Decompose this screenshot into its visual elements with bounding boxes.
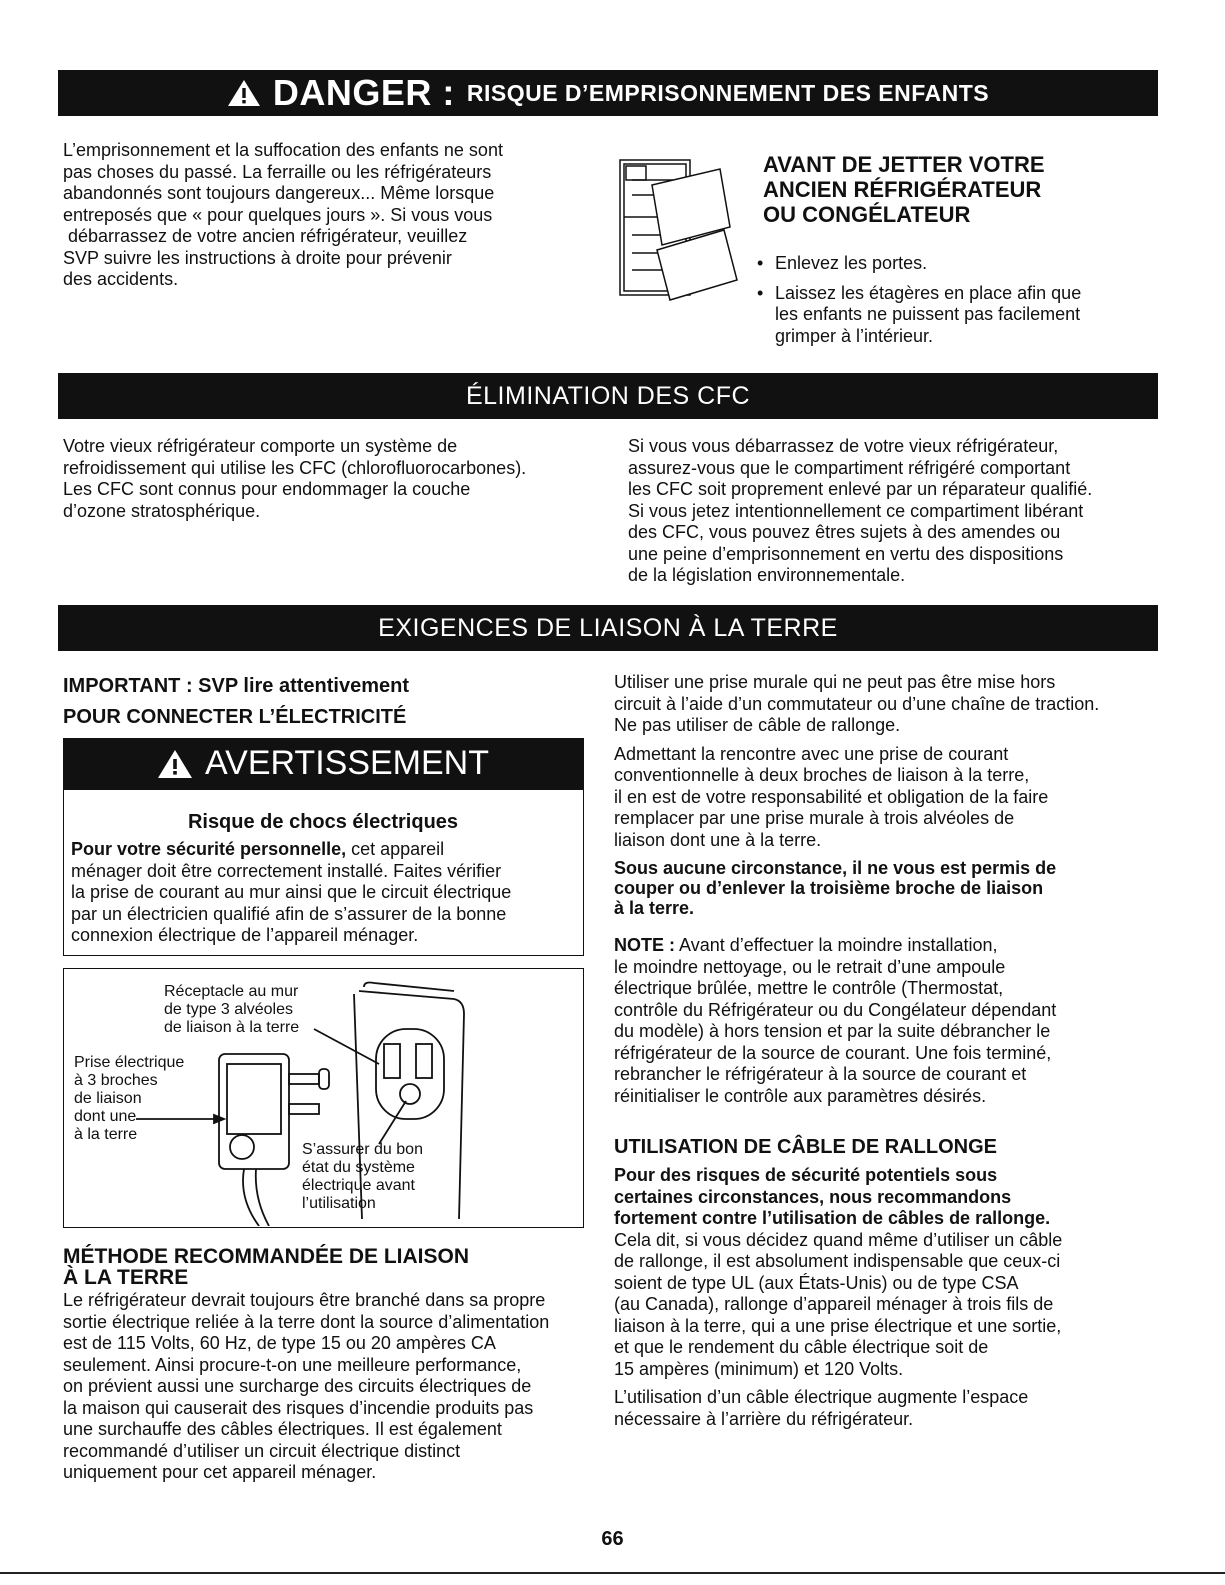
text-line: une surchauffe des câbles électriques. Il est également bbox=[63, 1419, 502, 1439]
text-line: le moindre nettoyage, ou le retrait d’une ampoule bbox=[614, 956, 1006, 977]
bottom-divider bbox=[0, 1572, 1225, 1574]
text-line: sortie électrique reliée à la terre dont la source d’alimentation bbox=[63, 1311, 550, 1332]
note-first-line bbox=[614, 935, 1174, 957]
note-paragraph bbox=[614, 935, 1174, 1107]
text-line: ménager doit être correctement installé. Faites vérifier bbox=[71, 860, 502, 881]
label-line: l’utilisation bbox=[302, 1195, 376, 1212]
label-line: de liaison à la terre bbox=[164, 1019, 300, 1036]
warning-subtitle: Risque de chocs électriques bbox=[187, 811, 459, 833]
extension-warning bbox=[614, 1165, 1174, 1230]
warning-box bbox=[63, 738, 584, 956]
extension-heading: UTILISATION DE CÂBLE DE RALLONGE bbox=[614, 1136, 997, 1158]
text-line: Le réfrigérateur devrait toujours être branché dans sa propre bbox=[63, 1290, 546, 1310]
text-line: Pour des risques de sécurité potentiels sous bbox=[614, 1165, 998, 1185]
method-heading bbox=[63, 1246, 469, 1288]
label-line: à 3 broches bbox=[74, 1072, 158, 1089]
text-line: remplacer par une prise murale à trois alvéoles de bbox=[614, 808, 1015, 828]
text-line: conventionnelle à deux broches de liaison à la terre, bbox=[614, 765, 1030, 785]
extension-space-paragraph bbox=[614, 1387, 1174, 1430]
important-line: IMPORTANT : SVP lire attentivement bbox=[63, 675, 409, 697]
outlet-paragraph bbox=[614, 672, 1174, 737]
label-line: Réceptacle au mur bbox=[164, 983, 299, 1000]
intro-line: pas choses du passé. La ferraille ou les réfrigérateurs bbox=[63, 161, 492, 182]
intro-line: abandonnés sont toujours dangereux... Même lorsque bbox=[63, 183, 495, 203]
text-line: de rallonge, il est absolument indispensable que ceux-ci bbox=[614, 1251, 1061, 1271]
before-disposal-heading bbox=[763, 152, 1045, 227]
danger-subtitle: RISQUE D’EMPRISONNEMENT DES ENFANTS bbox=[466, 79, 990, 106]
text-line: du modèle) à hors tension et par la suite débrancher le bbox=[614, 1021, 1051, 1041]
fridge-doors-removed-illustration bbox=[612, 155, 762, 305]
text-line: Cela dit, si vous décidez quand même d’utiliser un câble bbox=[614, 1229, 1063, 1250]
warning-text bbox=[71, 839, 581, 947]
label-line: électrique avant bbox=[302, 1177, 415, 1194]
cfc-left-text bbox=[63, 436, 603, 522]
text-line: nécessaire à l’arrière du réfrigérateur. bbox=[614, 1408, 914, 1429]
important-heading bbox=[63, 674, 409, 729]
intro-line: débarrassez de votre ancien réfrigérateur, veuillez bbox=[63, 226, 468, 246]
text-line: électrique brûlée, mettre le contrôle (Thermostat, bbox=[614, 978, 1004, 998]
warning-banner bbox=[63, 738, 584, 790]
label-line: dont une bbox=[74, 1108, 137, 1125]
text-line: Admettant la rencontre avec une prise de courant bbox=[614, 743, 1009, 764]
intro-line: SVP suivre les instructions à droite pour prévenir bbox=[63, 247, 452, 268]
intro-line: entreposés que « pour quelques jours ». Si vous vous bbox=[63, 204, 493, 225]
receptacle-label bbox=[164, 983, 299, 1037]
page-number: 66 bbox=[601, 1528, 624, 1550]
heading-line: OU CONGÉLATEUR bbox=[763, 202, 971, 227]
heading-line: AVANT DE JETTER VOTRE bbox=[763, 152, 1045, 177]
method-text bbox=[63, 1290, 603, 1484]
text-line: Les CFC sont connus pour endommager la couche bbox=[63, 479, 471, 499]
extension-paragraph bbox=[614, 1230, 1174, 1381]
text-line: des CFC, vous pouvez êtres sujets à des amendes ou bbox=[628, 522, 1061, 542]
text-line: couper ou d’enlever la troisième broche de liaison bbox=[614, 878, 1044, 898]
warning-lead-bold: Pour votre sécurité personnelle, bbox=[71, 839, 347, 859]
intro-line: des accidents. bbox=[63, 269, 179, 289]
list-item: • Enlevez les portes. bbox=[757, 253, 1087, 275]
important-line: POUR CONNECTER L’ÉLECTRICITÉ bbox=[63, 706, 407, 728]
label-line: à la terre bbox=[74, 1126, 138, 1143]
heading-line: À LA TERRE bbox=[63, 1266, 189, 1289]
label-line: Prise électrique bbox=[74, 1054, 185, 1071]
text-line: contrôle du Réfrigérateur ou du Congélateur dépendant bbox=[614, 999, 1057, 1020]
warning-lead-rest: cet appareil bbox=[346, 839, 445, 859]
text-line: et que le rendement du câble électrique soit de bbox=[614, 1337, 989, 1357]
cfc-title: ÉLIMINATION DES CFC bbox=[465, 381, 751, 410]
cfc-banner bbox=[58, 373, 1158, 419]
text-line: rebrancher le réfrigérateur à la source de courant et bbox=[614, 1064, 1027, 1084]
text-line: Votre vieux réfrigérateur comporte un système de bbox=[63, 436, 458, 456]
text-line: Ne pas utiliser de câble de rallonge. bbox=[614, 715, 901, 735]
text-line: seulement. Ainsi procure-t-on une meilleure performance, bbox=[63, 1354, 522, 1375]
text-line: une peine d’emprisonnement en vertu des dispositions bbox=[628, 543, 1064, 564]
text-line: recommandé d’utiliser un circuit électrique distinct bbox=[63, 1440, 461, 1461]
text-line: certaines circonstances, nous recommandons bbox=[614, 1186, 1012, 1207]
text-line: circuit à l’aide d’un commutateur ou d’une chaîne de traction. bbox=[614, 693, 1100, 714]
text-line: réfrigérateur de la source de courant. Une fois terminé, bbox=[614, 1042, 1052, 1063]
right-column bbox=[614, 672, 1174, 1430]
text-line: Si vous vous débarrassez de votre vieux réfrigérateur, bbox=[628, 436, 1059, 456]
text-line: liaison à la terre, qui a une prise électrique et une sortie, bbox=[614, 1315, 1062, 1336]
label-line: de type 3 alvéoles bbox=[164, 1001, 293, 1018]
warning-triangle-icon bbox=[157, 748, 193, 780]
text-line: de la législation environnementale. bbox=[628, 565, 906, 585]
text-line: 15 ampères (minimum) et 120 Volts. bbox=[614, 1358, 904, 1379]
before-disposal-list bbox=[757, 253, 1087, 355]
text-line: la maison qui causerait des risques d’incendie produits pas bbox=[63, 1397, 534, 1418]
plug-label bbox=[74, 1054, 184, 1144]
text-line: liaison dont une à la terre. bbox=[614, 829, 822, 850]
ground-title: EXIGENCES DE LIAISON À LA TERRE bbox=[378, 613, 838, 642]
text-line: réinitialiser le contrôle aux paramètres désirés. bbox=[614, 1085, 987, 1106]
text-line: Sous aucune circonstance, il ne vous est permis de bbox=[614, 858, 1057, 878]
text-line: les CFC soit proprement enlevé par un réparateur qualifié. bbox=[628, 479, 1093, 499]
text-line: d’ozone stratosphérique. bbox=[63, 500, 261, 521]
text-line: (au Canada), rallonge d’appareil ménager à trois fils de bbox=[614, 1294, 1054, 1314]
text-line: connexion électrique de l’appareil ménager. bbox=[71, 925, 419, 945]
text-line: Si vous jetez intentionnellement ce compartiment libérant bbox=[628, 500, 1084, 521]
text-line: uniquement pour cet appareil ménager. bbox=[63, 1462, 377, 1482]
text-line: est de 115 Volts, 60 Hz, de type 15 ou 20 ampères CA bbox=[63, 1333, 496, 1353]
text-line: il en est de votre responsabilité et obligation de la faire bbox=[614, 786, 1049, 807]
text-line: soient de type UL (aux États-Unis) ou de type CSA bbox=[614, 1272, 1019, 1293]
text-line: refroidissement qui utilise les CFC (chlorofluorocarbones). bbox=[63, 457, 527, 478]
text-line: Utiliser une prise murale qui ne peut pas être mise hors bbox=[614, 672, 1056, 692]
danger-intro bbox=[63, 140, 583, 291]
ground-banner bbox=[58, 605, 1158, 651]
cfc-right-text bbox=[628, 436, 1168, 587]
heading-line: ANCIEN RÉFRIGÉRATEUR bbox=[763, 177, 1042, 202]
danger-title: DANGER : bbox=[272, 72, 455, 113]
text-line: par un électricien qualifié afin de s’assurer de la bonne bbox=[71, 903, 507, 924]
note-first: Avant d’effectuer la moindre installation, bbox=[675, 935, 998, 955]
adapter-paragraph bbox=[614, 744, 1174, 852]
danger-banner bbox=[58, 70, 1158, 116]
text-line: fortement contre l’utilisation de câbles de rallonge. bbox=[614, 1208, 1051, 1228]
label-line: S’assurer du bon bbox=[302, 1141, 423, 1158]
list-item: • Laissez les étagères en place afin que les enfants ne puissent pas facilement grimper à l’intérieur. bbox=[757, 283, 1087, 348]
note-label: NOTE : bbox=[614, 935, 675, 955]
warning-triangle-icon bbox=[227, 78, 261, 108]
warning-title: AVERTISSEMENT bbox=[204, 744, 490, 782]
text-line: assurez-vous que le compartiment réfrigéré comportant bbox=[628, 457, 1071, 478]
outlet-figure-box bbox=[63, 968, 584, 1228]
intro-line: L’emprisonnement et la suffocation des enfants ne sont bbox=[63, 140, 503, 160]
prong-warning bbox=[614, 858, 1174, 918]
label-line: état du système bbox=[302, 1159, 415, 1176]
heading-line: MÉTHODE RECOMMANDÉE DE LIAISON bbox=[63, 1245, 470, 1268]
text-line: la prise de courant au mur ainsi que le circuit électrique bbox=[71, 882, 512, 902]
text-line: on prévient aussi une surcharge des circuits électriques de bbox=[63, 1376, 532, 1396]
check-label bbox=[302, 1141, 423, 1213]
label-line: de liaison bbox=[74, 1090, 142, 1107]
warning-lead bbox=[71, 839, 581, 861]
text-line: à la terre. bbox=[614, 898, 695, 918]
text-line: L’utilisation d’un câble électrique augmente l’espace bbox=[614, 1387, 1029, 1407]
